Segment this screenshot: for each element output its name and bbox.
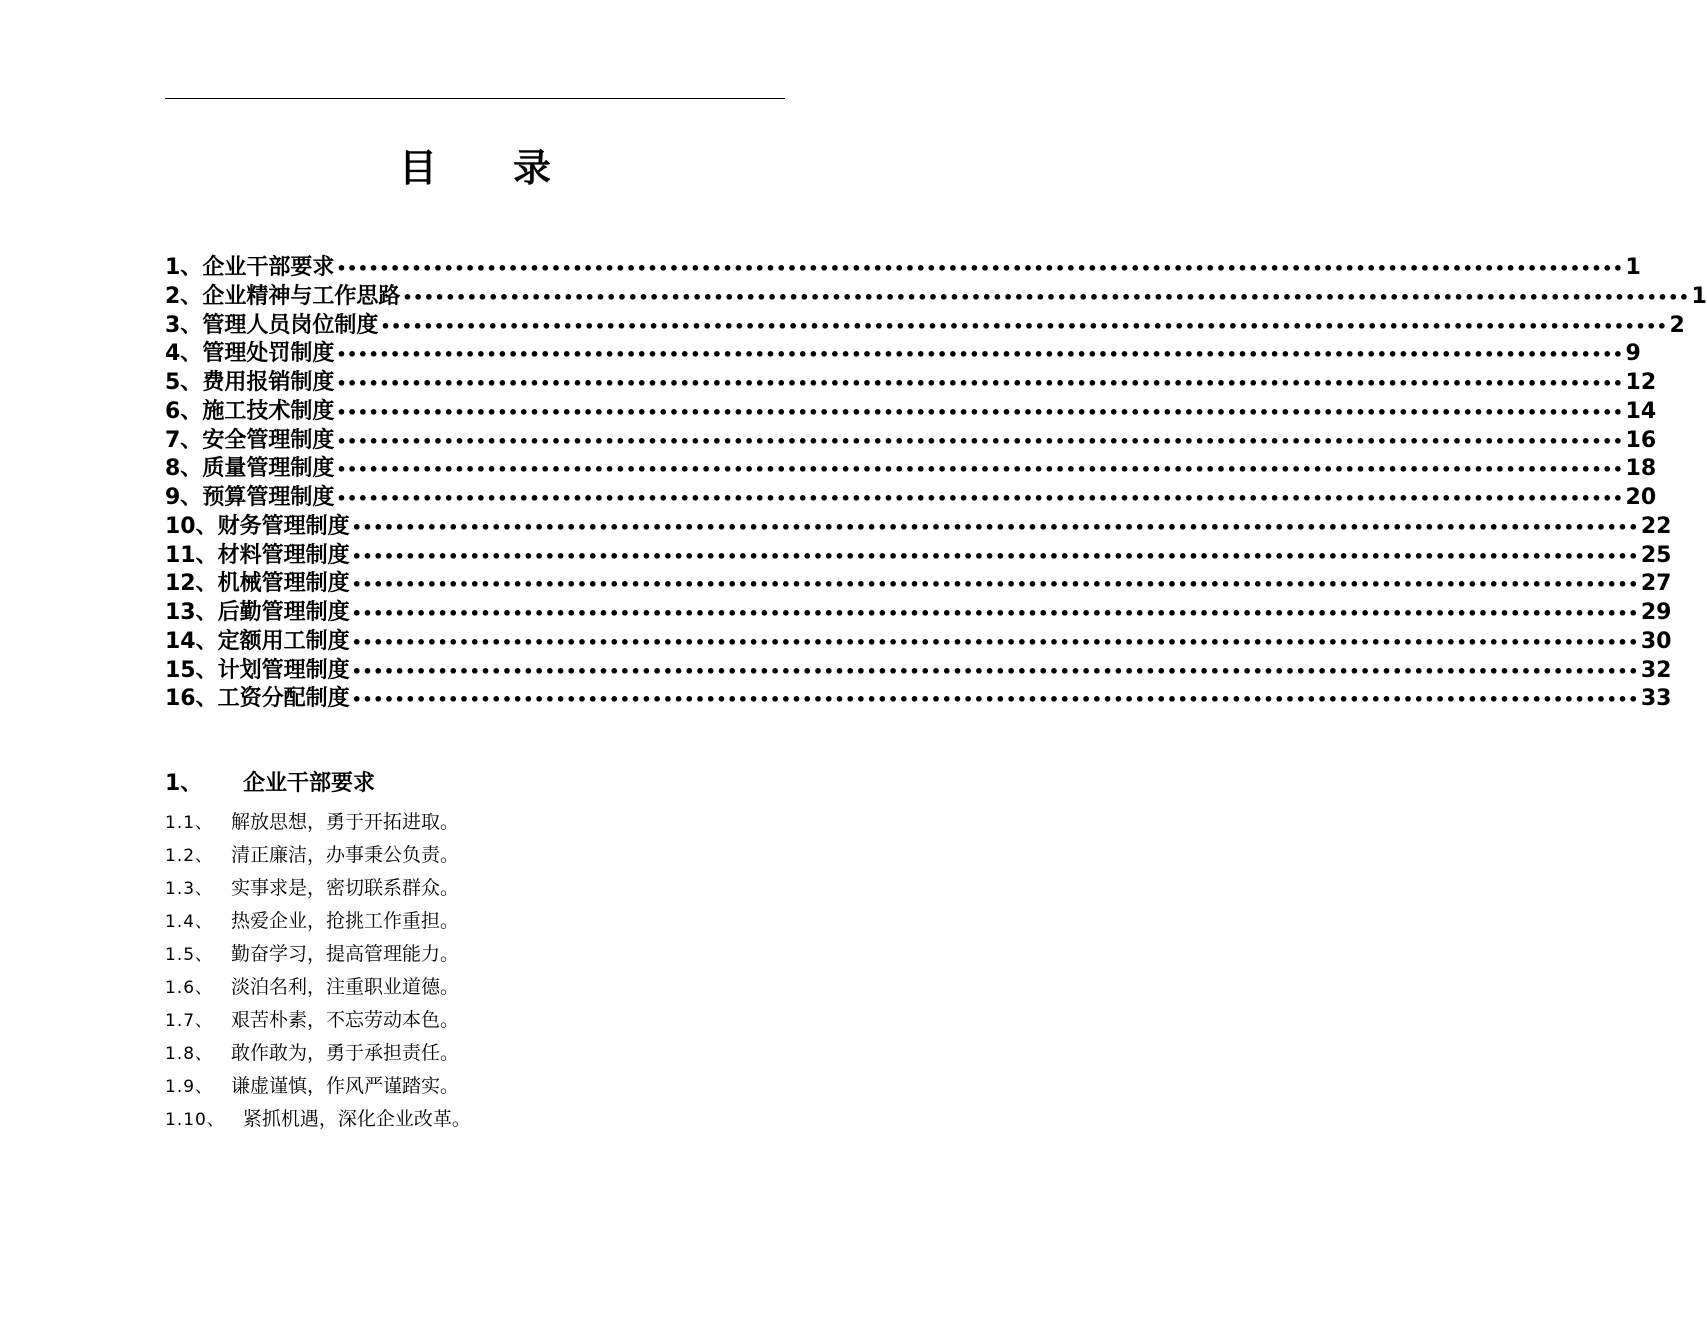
toc-entry-page: 1 (1691, 283, 1707, 309)
list-item-number: 1.6、 (165, 978, 214, 998)
toc-entry-number: 13、 (165, 600, 218, 625)
list-item-number: 1.1、 (165, 813, 214, 833)
table-of-contents (165, 254, 1707, 714)
toc-entry-page: 1 (1625, 255, 1641, 280)
list-item-text: 解放思想，勇于开拓进取。 (231, 811, 460, 833)
toc-entry[interactable] (165, 398, 1657, 427)
toc-entry-page: 9 (1625, 341, 1641, 367)
toc-entry-number: 1、 (165, 255, 203, 280)
toc-entry-number: 7、 (165, 427, 203, 453)
toc-entry-title: 费用报销制度 (202, 370, 335, 395)
toc-entry-page: 33 (1640, 686, 1672, 712)
toc-entry-number: 11、 (165, 542, 218, 568)
toc-entry-title: 施工技术制度 (202, 398, 335, 424)
toc-dot-leader: •••••••••••••••••••••••••••••••••••••••••••••••••••••••••••••••••••••••••••••••••••••••••••••••••••••••••••••••••••••••• (336, 259, 1624, 278)
toc-entry-number: 10、 (165, 513, 218, 539)
toc-dot-leader: •••••••••••••••••••••••••••••••••••••••••••••••••••••••••••••••••••••••••••••••••••••••••••••••••••••••••••••••••••••••• (336, 431, 1624, 451)
list-item-text: 勤奋学习，提高管理能力。 (231, 943, 460, 965)
list-item-text: 淡泊名利，注重职业道德。 (231, 976, 460, 998)
list-item-text: 热爱企业，抢挑工作重担。 (231, 910, 460, 932)
toc-entry-title: 管理处罚制度 (202, 341, 335, 367)
toc-dot-leader: •••••••••••••••••••••••••••••••••••••••••••••••••••••••••••••••••••••••••••••••••••••••••••••••••••••••••••••••••••••••• (351, 575, 1639, 595)
toc-dot-leader: •••••••••••••••••••••••••••••••••••••••••••••••••••••••••••••••••••••••••••••••••••••••••••••••••••••••••••••••••••••••• (336, 374, 1624, 393)
toc-entry[interactable] (165, 340, 1641, 369)
toc-dot-leader: •••••••••••••••••••••••••••••••••••••••••••••••••••••••••••••••••••••••••••••••••••••••••••••••••••••••••••••••••••••••• (351, 661, 1639, 681)
list-item-text: 艰苦朴素，不忘劳动本色。 (231, 1009, 460, 1031)
list-item-number: 1.2、 (165, 846, 214, 866)
toc-entry-title: 管理人员岗位制度 (202, 312, 379, 338)
toc-dot-leader: •••••••••••••••••••••••••••••••••••••••••••••••••••••••••••••••••••••••••••••••••••••••••••••••••••••••••••••••••••••••• (336, 402, 1624, 422)
toc-entry[interactable] (165, 513, 1672, 542)
toc-dot-leader: •••••••••••••••••••••••••••••••••••••••••••••••••••••••••••••••••••••••••••••••••••••••••••••••••••••••••••••••••••••••• (351, 546, 1639, 566)
section-heading (165, 768, 375, 800)
list-item (165, 872, 785, 905)
toc-entry-number: 14、 (165, 628, 218, 654)
toc-entry[interactable] (165, 369, 1657, 398)
list-item-text: 紧抓机遇，深化企业改革。 (242, 1108, 471, 1130)
toc-entry-number: 12、 (165, 571, 218, 597)
section-number: 1、 (165, 771, 203, 796)
toc-entry[interactable] (165, 628, 1672, 657)
toc-entry-page: 12 (1625, 370, 1657, 395)
toc-entry-title: 预算管理制度 (202, 485, 335, 510)
list-item (165, 1103, 785, 1136)
section-item-list (165, 806, 785, 1136)
toc-entry[interactable] (165, 455, 1657, 484)
toc-entry-title: 后勤管理制度 (217, 600, 350, 625)
toc-entry-title: 安全管理制度 (202, 427, 335, 453)
list-item (165, 971, 785, 1004)
toc-entry-title: 财务管理制度 (217, 513, 350, 539)
toc-entry[interactable] (165, 685, 1672, 714)
toc-entry-page: 18 (1625, 456, 1657, 482)
toc-entry[interactable] (165, 254, 1641, 283)
list-item (165, 938, 785, 971)
toc-entry[interactable] (165, 484, 1657, 513)
toc-entry-number: 2、 (165, 283, 203, 309)
toc-entry[interactable] (165, 657, 1672, 686)
toc-dot-leader: •••••••••••••••••••••••••••••••••••••••••••••••••••••••••••••••••••••••••••••••••••••••••••••••••••••••••••••••••••••••• (402, 287, 1690, 307)
list-item-text: 谦虚谨慎，作风严谨踏实。 (231, 1075, 460, 1097)
toc-entry-number: 8、 (165, 456, 203, 482)
toc-entry-title: 定额用工制度 (217, 628, 350, 654)
section-title: 企业干部要求 (243, 771, 376, 796)
toc-entry-number: 9、 (165, 485, 203, 510)
list-item-text: 清正廉洁，办事秉公负责。 (231, 844, 460, 866)
toc-dot-leader: •••••••••••••••••••••••••••••••••••••••••••••••••••••••••••••••••••••••••••••••••••••••••••••••••••••••••••••••••••••••• (351, 632, 1639, 652)
toc-entry-page: 29 (1640, 600, 1672, 625)
toc-dot-leader: •••••••••••••••••••••••••••••••••••••••••••••••••••••••••••••••••••••••••••••••••••••••••••••••••••••••••••••••••••••••• (380, 316, 1668, 336)
toc-entry-page: 16 (1625, 427, 1657, 453)
toc-entry-number: 16、 (165, 686, 218, 712)
list-item-number: 1.4、 (165, 912, 214, 932)
list-item (165, 806, 785, 839)
header-rule (165, 98, 785, 99)
list-item-text: 实事求是，密切联系群众。 (231, 877, 460, 899)
toc-dot-leader: •••••••••••••••••••••••••••••••••••••••••••••••••••••••••••••••••••••••••••••••••••••••••••••••••••••••••••••••••••••••• (351, 517, 1639, 537)
toc-entry-number: 15、 (165, 657, 218, 683)
list-item-number: 1.10、 (165, 1110, 225, 1130)
toc-dot-leader: •••••••••••••••••••••••••••••••••••••••••••••••••••••••••••••••••••••••••••••••••••••••••••••••••••••••••••••••••••••••• (351, 604, 1639, 623)
list-item-number: 1.5、 (165, 945, 214, 965)
list-item (165, 1070, 785, 1103)
page-title: 目录 (398, 146, 627, 190)
toc-entry[interactable] (165, 599, 1672, 628)
list-item-number: 1.9、 (165, 1077, 214, 1097)
toc-entry-page: 2 (1669, 312, 1685, 338)
toc-entry-number: 6、 (165, 398, 203, 424)
toc-entry-title: 计划管理制度 (217, 657, 350, 683)
list-item-number: 1.8、 (165, 1044, 214, 1064)
list-item-text: 敢作敢为，勇于承担责任。 (231, 1042, 460, 1064)
toc-entry-title: 机械管理制度 (217, 571, 350, 597)
list-item (165, 1004, 785, 1037)
toc-entry[interactable] (165, 283, 1707, 312)
toc-entry-title: 工资分配制度 (217, 686, 350, 712)
toc-entry-page: 20 (1625, 485, 1657, 510)
list-item (165, 1037, 785, 1070)
toc-entry-number: 5、 (165, 370, 203, 395)
toc-entry[interactable] (165, 427, 1657, 456)
toc-entry-title: 企业精神与工作思路 (202, 283, 401, 309)
toc-entry-number: 4、 (165, 341, 203, 367)
toc-entry-page: 30 (1640, 628, 1672, 654)
toc-entry-page: 27 (1640, 571, 1672, 597)
toc-entry[interactable] (165, 570, 1672, 599)
list-item-number: 1.7、 (165, 1011, 214, 1031)
toc-entry-title: 企业干部要求 (202, 255, 335, 280)
toc-entry-title: 质量管理制度 (202, 456, 335, 482)
toc-dot-leader: •••••••••••••••••••••••••••••••••••••••••••••••••••••••••••••••••••••••••••••••••••••••••••••••••••••••••••••••••••••••• (336, 345, 1624, 365)
toc-dot-leader: •••••••••••••••••••••••••••••••••••••••••••••••••••••••••••••••••••••••••••••••••••••••••••••••••••••••••••••••••••••••• (351, 690, 1639, 710)
toc-entry-page: 22 (1640, 513, 1672, 539)
list-item (165, 905, 785, 938)
toc-entry-number: 3、 (165, 312, 203, 338)
toc-entry-page: 14 (1625, 398, 1657, 424)
toc-entry-title: 材料管理制度 (217, 542, 350, 568)
toc-entry-page: 32 (1640, 657, 1672, 683)
toc-entry[interactable] (165, 312, 1685, 341)
toc-entry-page: 25 (1640, 542, 1672, 568)
list-item-number: 1.3、 (165, 879, 214, 899)
toc-dot-leader: •••••••••••••••••••••••••••••••••••••••••••••••••••••••••••••••••••••••••••••••••••••••••••••••••••••••••••••••••••••••• (336, 460, 1624, 480)
toc-dot-leader: •••••••••••••••••••••••••••••••••••••••••••••••••••••••••••••••••••••••••••••••••••••••••••••••••••••••••••••••••••••••• (336, 489, 1624, 508)
list-item (165, 839, 785, 872)
toc-entry[interactable] (165, 542, 1672, 571)
